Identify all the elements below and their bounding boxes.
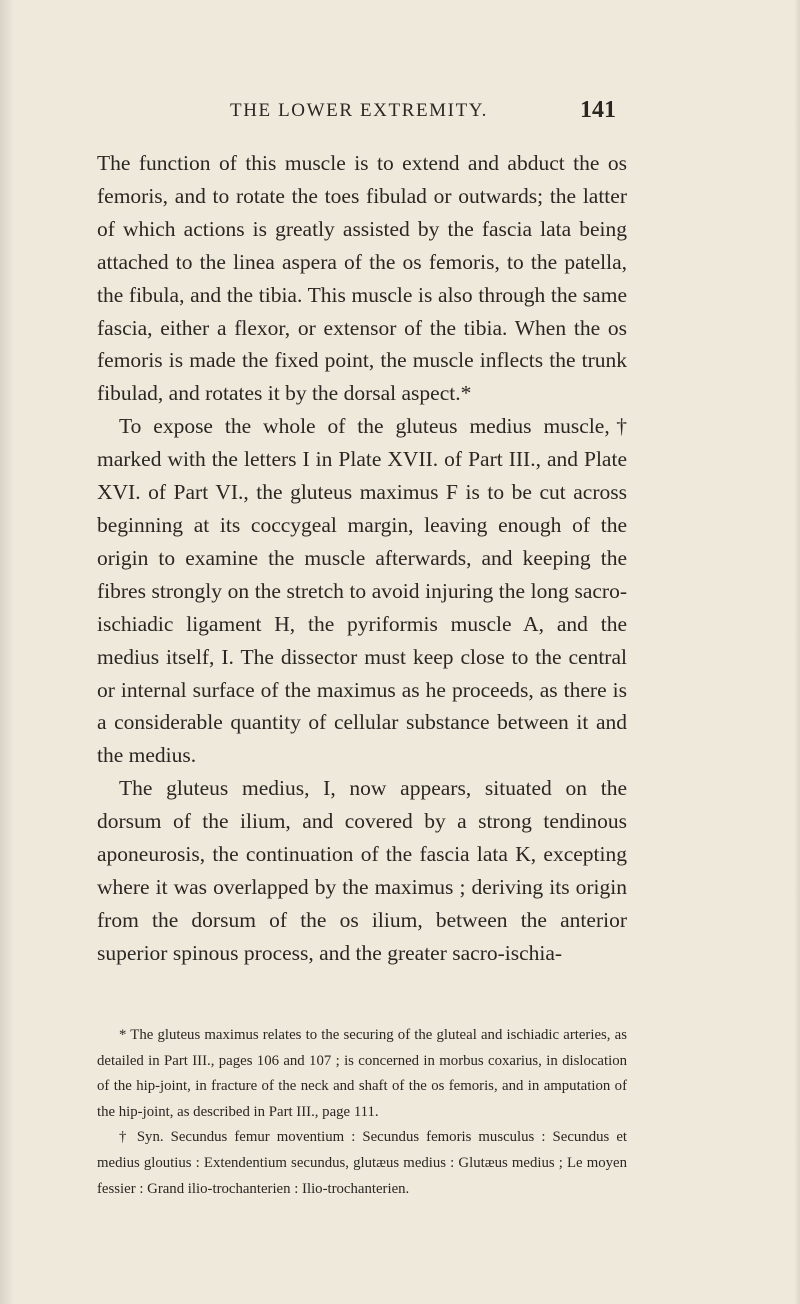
page-edge: [794, 0, 800, 1304]
body-text: [97, 147, 627, 970]
page-header: [230, 97, 616, 130]
running-head: THE LOWER EXTREMITY.: [230, 100, 489, 121]
footnote-dagger: † Syn. Secundus femur moventium : Secundus femoris musculus : Secundus et medius gloutius : Extendentium secundus, glutæus medius : Glutæus medius ; Le moyen fessier : Grand ilio-trochanterien : Ilio-trochanterien.: [97, 1129, 627, 1197]
page-number: 141: [580, 97, 616, 123]
footnote-asterisk: * The gluteus maximus relates to the securing of the gluteal and ischiadic arteries, as detailed in Part III., pages 106 and 107 ; is concerned in morbus coxarius, in dislocation of the hip-joint, in fracture of the neck and shaft of the os femoris, and in amputation of the hip-joint, as described in Part III., page 111.: [97, 1027, 627, 1120]
paragraph-1: The function of this muscle is to extend and abduct the os femoris, and to rotate the toes fibulad or outwards; the latter of which actions is greatly assisted by the fascia lata being attached to the linea aspera of the os femoris, to the patella, the fibula, and the tibia. This muscle is also through the same fascia, either a flexor, or extensor of the tibia. When the os femoris is made the fixed point, the muscle inflects the trunk fibulad, and rotates it by the dorsal aspect.*: [97, 151, 627, 406]
footnotes: [97, 1023, 627, 1202]
paragraph-2: To expose the whole of the gluteus medius muscle,† marked with the letters I in Plate XVII. of Part III., and Plate XVI. of Part VI., the gluteus maximus F is to be cut across beginning at its coccygeal margin, leaving enough of the origin to examine the muscle afterwards, and keeping the fibres strongly on the stretch to avoid injuring the long sacro-ischiadic ligament H, the pyriformis muscle A, and the medius itself, I. The dissector must keep close to the central or internal surface of the maximus as he proceeds, as there is a considerable quantity of cellular substance between it and the medius.: [97, 414, 627, 768]
paragraph-3: The gluteus medius, I, now appears, situated on the dorsum of the ilium, and covered by a strong tendinous aponeurosis, the continuation of the fascia lata K, excepting where it was overlapped by the maximus ; deriving its origin from the dorsum of the os ilium, between the anterior superior spinous process, and the greater sacro-ischia-: [97, 776, 627, 965]
page-gutter-shadow: [0, 0, 14, 1304]
